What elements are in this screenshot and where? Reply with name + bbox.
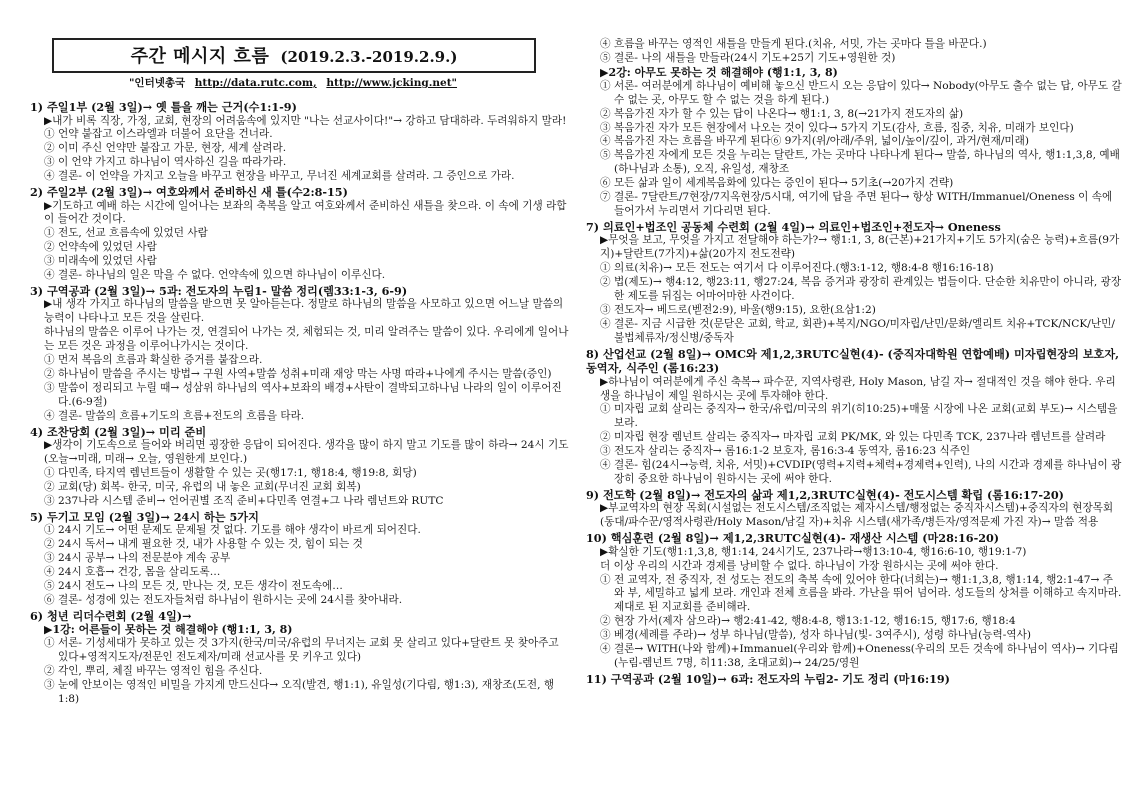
list-item: ① 서론- 기성세대가 못하고 있는 것 3가지(한국/미국/유럽의 무너지는 교회 못 살리고 있다+달란트 못 찾아주고 있다+영적지도자/전문인 전도제자/미래 선교사를 못 키우고 있다) (44, 637, 559, 663)
right-content (586, 38, 1122, 686)
list-item: ④ 흐름을 바꾸는 영적인 새틀을 만들게 된다.(치유, 서밋, 가는 곳마다 틀을 바꾼다.) (600, 38, 987, 50)
lecture-heading: ▶2강: 아무도 못하는 것 해결해야 (행1:1, 3, 8) (600, 65, 838, 79)
section (30, 185, 570, 283)
list-item: ④ 결론- 말씀의 흐름+기도의 흐름+전도의 흐름을 타라. (44, 409, 305, 422)
list-item: ⑤ 24시 전도→ 나의 모든 것, 만나는 것, 모든 생각이 전도속에… (44, 579, 343, 592)
list-item: ② 언약속에 있었던 사람 (44, 241, 157, 254)
section-paragraph: 더 이상 우리의 시간과 경제를 낭비할 수 없다. 하나님이 가장 원하시는 곳에 써야 한다. (600, 559, 999, 572)
list-item: ③ 눈에 안보이는 영적인 비밀을 가지게 만드신다→ 오직(발견, 행1:1), 유일성(기다림, 행1:3), 재창조(도전, 행1:8) (44, 678, 555, 705)
list-item: ① 24시 기도→ 어떤 문제도 문제될 것 없다. 기도를 해야 생각이 바르게 되어진다. (44, 524, 421, 537)
source-label: "인터넷총국 (128, 77, 186, 89)
lecture-heading: ▶1강: 어른들이 못하는 것 해결해야 (행1:1, 3, 8) (44, 623, 293, 637)
section-paragraph: ▶내 생각 가지고 하나님의 말씀을 받으면 못 알아듣는다. 정말로 하나님의 말씀을 사모하고 있으면 어느날 말씀의 능력이 나타나고 모든 것을 살린다. (44, 298, 564, 325)
section-heading: 9) 전도학 (2월 8일)→ 전도자의 삶과 제1,2,3RUTC실현(4)- 전도시스템 확립 (롬16:17-20) (586, 487, 1064, 502)
list-item: ① 먼저 복음의 흐름과 확실한 증거를 붙잡으라. (44, 354, 263, 367)
section (30, 100, 570, 184)
list-item: ③ 미래속에 있었던 사람 (44, 255, 157, 268)
section-heading: 5) 두기고 모임 (2월 3일)→ 24시 하는 5가지 (30, 509, 259, 524)
page-title: 주간 메시지 흐름 (130, 46, 270, 67)
list-item: ④ 24시 호흡→ 건강, 몸을 살리도록… (44, 565, 221, 578)
list-item: ⑥ 결론- 성경에 있는 전도자들처럼 하나님이 원하시는 곳에 24시를 찾아내라. (44, 593, 403, 606)
section (586, 488, 1122, 530)
section (30, 510, 570, 608)
section-paragraph: ▶무엇을 보고, 무엇을 가지고 전달해야 하는가?→ 행1:1, 3, 8(근본)+21가지+기도 5가지(숨은 능력)+흐름(9가지)+달란트(7가지)+삶(20가지 전도전략) (600, 234, 1120, 261)
section-heading: 2) 주일2부 (2월 3일)→ 여호와께서 준비하신 새 틀(수2:8-15) (30, 185, 348, 200)
list-item: ③ 24시 공부→ 나의 전문분야 계속 공부 (44, 551, 231, 564)
section-paragraph: ▶내가 비록 직장, 가정, 교회, 현장의 어려움속에 있지만 "나는 선교사이다!"→ 강하고 담대하라. 두려워하지 말라! (44, 114, 567, 127)
date-range: (2019.2.3.-2019.2.9.) (280, 48, 458, 66)
section (30, 609, 570, 707)
section-paragraph: ▶기도하고 예배 하는 시간에 일어나는 보좌의 축복을 알고 여호와께서 준비하신 새틀을 찾으라. 이 속에 기생 라합이 들어간 것이다. (44, 199, 567, 226)
list-item: ① 전도, 선교 흐름속에 있었던 사람 (44, 227, 208, 240)
section (586, 531, 1122, 671)
list-item: ② 이미 주신 언약만 붙잡고 가문, 현장, 세계 살려라. (44, 142, 287, 155)
section-heading: 11) 구역공과 (2월 10일)→ 6과: 전도자의 누림2- 기도 정리 (마16:19) (586, 671, 950, 686)
source-line (52, 75, 534, 90)
section (586, 347, 1122, 487)
section (30, 284, 570, 424)
list-item: ③ 이 언약 가지고 하나님이 역사하신 길을 따라가라. (44, 156, 287, 169)
section-heading: 10) 핵심훈련 (2월 8일)→ 제1,2,3RUTC실현(4)- 재생산 시스템 (마28:16-20) (586, 531, 1000, 546)
section-paragraph: 하나님의 말씀은 이루어 나가는 것, 연결되어 나가는 것, 체험되는 것, 미리 알려주는 말씀이 있다. 우리에게 일어나는 모든 것은 과정을 이루어나가시는 것이다. (44, 326, 569, 353)
list-item: ③ 베경(세례를 주라)→ 성부 하나님(말씀), 성자 하나님(빛- 3여주시), 성령 하나님(능력-역사) (600, 629, 1031, 642)
list-item: ③ 말씀이 정리되고 누릴 때→ 성삼위 하나님의 역사+보좌의 배경+사탄이 결박되고하나님 나라의 일이 이루어진다.(6-9절) (44, 381, 562, 408)
list-item: ② 현장 가서(제자 삼으라)→ 행2:41-42, 행8:4-8, 행13:1-12, 행16:15, 행17:6, 행18:4 (600, 615, 1016, 628)
list-item: ④ 결론- 힘(24시→능력, 치유, 서밋)+CVDIP(영력+지력+체력+경제력+인력), 나의 시간과 경제를 하나님이 광장히 중요한 하나님이 원하시는 곳에 써야 한다. (600, 459, 1122, 485)
list-item: ⑦ 결론- 7달란트/7현장/7지옥현장/5시대, 여기에 답을 주면 된다→ 항상 WITH/Immanuel/Oneness 이 속에 들어가서 누리면서 기다리면 된다. (600, 191, 1113, 217)
list-item: ② 미자립 현장 렘넌트 살리는 중직자→ 마자립 교회 PK/MK, 와 있는 다민족 TCK, 237나라 렘넌트를 살려라 (600, 431, 1106, 444)
list-item: ④ 결론→ WITH(나와 함께)+Immanuel(우리와 함께)+Oneness(우리의 모든 것속에 하나님이 역사)→ 기다림(누림-렘넌트 7명, 히11:38, 초대교회)→ 24/25/영원 (600, 643, 1119, 669)
list-item: ④ 복음가진 자는 흐름을 바꾸게 된다⑥ 9가지(위/아래/주위, 넓이/높이/깊이, 과거/현재/미래) (600, 135, 1029, 148)
section-paragraph: ▶생각이 기도속으로 들어와 버리면 굉장한 응답이 되어진다. 생각을 많이 하지 말고 기도를 많이 하라→ 24시 기도(오늘→미래, 미래→ 오늘, 영원한게 보인다.) (44, 439, 569, 466)
source-link-data[interactable]: http://data.rutc.com, (194, 77, 317, 89)
section (30, 425, 570, 509)
list-item: ③ 237나라 시스템 준비→ 언어권별 조직 준비+다민족 연결+그 나라 렘넌트와 RUTC (44, 494, 444, 507)
left-column (30, 0, 570, 806)
section-heading: 6) 청년 리더수련회 (2월 4일)→ (30, 608, 192, 623)
list-item: ② 각인, 뿌리, 체질 바꾸는 영적인 힘을 주신다. (44, 664, 263, 677)
section (586, 38, 1122, 219)
section-paragraph: ▶확실한 기도(행1:1,3,8, 행1:14, 24시기도, 237나라→행13:10-4, 행16:6-10, 행19:1-7) (600, 545, 1027, 558)
section-heading: 3) 구역공과 (2월 3일)→ 5과: 전도자의 누림1- 말씀 정리(렘33:1-3, 6-9) (30, 283, 408, 298)
source-link-jcking[interactable]: http://www.jcking.net" (326, 77, 458, 89)
section-heading: 4) 조찬당회 (2월 3일)→ 미리 준비 (30, 424, 207, 439)
list-item: ④ 결론- 지금 시급한 것(문닫은 교회, 학교, 회관)+복지/NGO/미자립/난민/문화/엘리트 치유+TCK/NCK/난민/불법체류자/정신병/중독자 (600, 317, 1115, 344)
left-content (30, 100, 570, 707)
section-heading: 7) 의료인+법조인 공동체 수련회 (2월 4일)→ 의료인+법조인+전도자→ Oneness (586, 219, 1001, 234)
list-item: ② 교회(당) 회복- 한국, 미국, 유럽의 내 놓은 교회(무너진 교회 회복) (44, 480, 361, 493)
list-item: ⑤ 결론- 나의 새틀을 만들라(24시 기도+25기 기도+영원한 것) (600, 51, 896, 64)
title-box (52, 38, 536, 73)
section-heading: 1) 주일1부 (2월 3일)→ 옛 틀을 깨는 근거(수1:1-9) (30, 100, 297, 114)
section (586, 672, 1122, 687)
list-item: ⑤ 복음가진 자에게 모든 것을 누리는 달란트, 가는 곳마다 나타나게 된다→ 말씀, 하나님의 역사, 행1:1,3,8, 예배(하나님과 소통), 오직, 유일성, 재창조 (600, 149, 1120, 176)
list-item: ② 하나님이 말씀을 주시는 방법→ 구원 사역+말씀 성취+미래 재앙 막는 사명 따라+나에게 주시는 말씀(증인) (44, 368, 552, 380)
list-item: ② 24시 독서→ 내게 필요한 것, 내가 사용할 수 있는 것, 힘이 되는 것 (44, 538, 363, 551)
section-heading: 8) 산업선교 (2월 8일)→ OMC와 제1,2,3RUTC실현(4)- (중직자대학원 연합예배) 미자립현장의 보호자, 동역자, 식주인 (롬16:23) (586, 346, 1120, 376)
right-column (586, 0, 1122, 806)
list-item: ① 미자립 교회 살리는 중직자→ 한국/유럽/미국의 위기(히10:25)+매물 시장에 나온 교회(교회 부도)→ 시스템을 보라. (600, 403, 1118, 430)
list-item: ① 의료(치유)→ 모든 전도는 여기서 다 이루어진다.(행3:1-12, 행8:4-8 행16:16-18) (600, 262, 994, 275)
section-paragraph: ▶부교역자의 현장 목회(시설없는 전도시스템/조직없는 제자시스템/행정없는 중직자시스템)+중직자의 현장목회(동대/파수꾼/영적사령관/Holy Mason/남길 자)+치유 시스템(새가족/병든자/영적문제 가진 자)→ 말씀 적용 (600, 502, 1114, 529)
list-item: ② 복음가진 자가 할 수 있는 답이 나온다→ 행1:1, 3, 8(→21가지 전도자의 삶) (600, 107, 964, 120)
list-item: ① 다민족, 타지역 렘넌트들이 생활할 수 있는 곳(행17:1, 행18:4, 행19:8, 회당) (44, 466, 417, 479)
section-paragraph: ▶하나님이 여러분에게 주신 축복→ 파수꾼, 지역사령관, Holy Mason, 남길 자→ 절대적인 것을 해야 한다. 우리 생을 하나님이 제일 원하시는 곳에 투자해야 한다. (600, 375, 1116, 402)
section (586, 220, 1122, 346)
list-item: ③ 복음가진 자가 모든 현장에서 나오는 것이 있다→ 5가지 기도(감사, 흐름, 집중, 치유, 미래가 보인다) (600, 121, 1074, 134)
list-item: ③ 전도자 살리는 중직자→ 롬16:1-2 보호자, 롬16:3-4 동역자, 롬16:23 식주인 (600, 445, 971, 458)
list-item: ⑥ 모든 삶과 일이 세계복음화에 있다는 증인이 된다→ 5기초(→20가지 건략) (600, 177, 954, 190)
list-item: ③ 전도자→ 베드로(벧전2:9), 바울(행9:15), 요한(요삼1:2) (600, 303, 876, 316)
list-item: ④ 결론- 하나님의 일은 막을 수 없다. 언약속에 있으면 하나님이 이루신다. (44, 269, 386, 282)
list-item: ④ 결론- 이 언약을 가지고 오늘을 바꾸고 현장을 바꾸고, 무너진 세계교회를 살려라. 그 증인으로 가라. (44, 170, 515, 183)
list-item: ① 서론- 여러분에게 하나님이 예비해 놓으신 반드시 오는 응답이 있다→ Nobody(아무도 출수 없는 답, 아무도 갈수 없는 곳, 아무도 할 수 없는 것을 하게 된다.) (600, 79, 1122, 106)
list-item: ① 전 교역자, 전 중직자, 전 성도는 전도의 축복 속에 있어야 한다(너희는)→ 행1:1,3,8, 행1:14, 행2:1-47→ 주와 부, 세밀하고 넓게 보라. 개인과 전체 흐름을 봐라. 가난을 뛰어 넘어라. 성도들의 상처를 이해하고 속지마라. 제대로 된 지교회를 준비해라. (600, 573, 1122, 614)
list-item: ① 언약 붙잡고 이스라엘과 더불어 요단을 건너라. (44, 128, 273, 141)
list-item: ② 법(제도)→ 행4:12, 행23:11, 행27:24, 복음 증거과 광장히 관계있는 법들이다. 단순한 치유만이 아니라, 광장한 제도를 뒤집는 어마어마한 사건이다. (600, 276, 1122, 302)
